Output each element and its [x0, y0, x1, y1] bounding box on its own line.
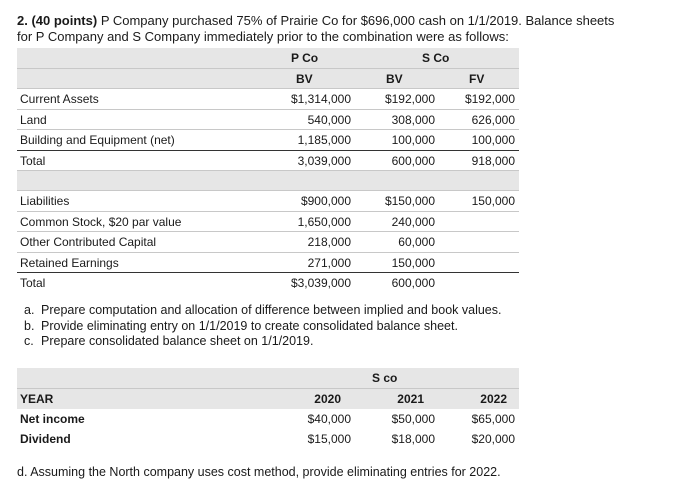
cell-s-bv: 600,000	[391, 153, 435, 168]
cell-s-bv: 100,000	[391, 133, 435, 147]
table-row	[17, 252, 519, 273]
cell-2021: $50,000	[391, 412, 435, 426]
table-row	[17, 129, 519, 150]
table-row	[17, 231, 519, 252]
table-row	[17, 429, 519, 449]
header-s-co: S Co	[422, 51, 450, 65]
table-row	[17, 109, 519, 130]
cell-s-bv: 600,000	[391, 276, 435, 290]
header-row-companies	[17, 48, 519, 68]
cell-p-bv: 1,185,000	[297, 133, 351, 147]
row-label: Total	[20, 276, 46, 290]
row-label: Building and Equipment (net)	[20, 133, 175, 147]
cell-s-bv: 240,000	[391, 214, 435, 229]
question-list	[24, 303, 502, 350]
row-label: Liabilities	[20, 194, 70, 208]
row-label: Retained Earnings	[20, 255, 119, 270]
header-row-group	[17, 368, 519, 388]
row-label: Dividend	[20, 432, 71, 446]
cell-p-bv: $3,039,000	[290, 276, 351, 290]
row-label: Land	[20, 112, 47, 127]
cell-p-bv: 1,650,000	[297, 214, 351, 229]
question-text: Provide eliminating entry on 1/1/2019 to create consolidated balance sheet.	[41, 318, 458, 333]
problem-heading	[17, 13, 614, 45]
problem-points: (40 points)	[31, 13, 98, 28]
row-label: Other Contributed Capital	[20, 235, 157, 249]
row-label: Common Stock, $20 par value	[20, 214, 182, 229]
header-row-years	[17, 388, 519, 409]
cell-2022: $20,000	[471, 432, 515, 446]
table-row	[17, 190, 519, 211]
section-divider	[17, 170, 519, 190]
row-label: Net income	[20, 412, 85, 426]
cell-p-bv: 218,000	[307, 235, 351, 249]
cell-s-bv: $150,000	[384, 194, 435, 208]
table-row-total	[17, 150, 519, 171]
header-p-co: P Co	[291, 51, 319, 65]
cell-p-bv: 540,000	[307, 112, 351, 127]
cell-s-fv: 100,000	[471, 133, 515, 147]
header-year-2022: 2022	[480, 392, 507, 406]
cell-s-bv: 60,000	[398, 235, 435, 249]
cell-2020: $15,000	[307, 432, 351, 446]
cell-s-bv: 150,000	[391, 255, 435, 270]
question-letter: a.	[24, 303, 35, 317]
cell-p-bv: $900,000	[300, 194, 351, 208]
cell-s-bv: $192,000	[384, 92, 435, 106]
header-year-label: YEAR	[20, 392, 54, 406]
header-year-2021: 2021	[397, 392, 424, 406]
cell-s-fv: 150,000	[471, 194, 515, 208]
question-d: d. Assuming the North company uses cost method, provide eliminating entries for 2022.	[17, 465, 501, 479]
cell-s-bv: 308,000	[391, 112, 435, 127]
header-s-fv: FV	[469, 71, 485, 86]
table-row	[17, 211, 519, 232]
question-item	[24, 319, 502, 335]
problem-statement-line2: for P Company and S Company immediately prior to the combination were as follows:	[17, 29, 509, 44]
cell-p-bv: 271,000	[307, 255, 351, 270]
cell-s-fv: 626,000	[471, 112, 515, 127]
problem-statement-line1: P Company purchased 75% of Prairie Co for $696,000 cash on 1/1/2019. Balance sheets	[97, 13, 615, 28]
cell-s-fv: 918,000	[471, 153, 515, 168]
header-row-valuation	[17, 68, 519, 89]
cell-s-fv: $192,000	[464, 92, 515, 106]
question-item	[24, 303, 502, 319]
balance-sheet-table	[17, 48, 519, 293]
header-s-bv: BV	[386, 71, 403, 86]
table-row	[17, 88, 519, 109]
cell-p-bv: 3,039,000	[297, 153, 351, 168]
cell-2022: $65,000	[471, 412, 515, 426]
question-item	[24, 334, 502, 350]
question-text: Prepare computation and allocation of difference between implied and book values.	[41, 303, 502, 317]
question-letter: b.	[24, 318, 35, 333]
row-label: Current Assets	[20, 92, 99, 106]
table-row	[17, 409, 519, 429]
cell-2021: $18,000	[391, 432, 435, 446]
cell-2020: $40,000	[307, 412, 351, 426]
cell-p-bv: $1,314,000	[290, 92, 351, 106]
header-year-2020: 2020	[314, 392, 341, 406]
question-text: Prepare consolidated balance sheet on 1/1/2019.	[41, 334, 314, 348]
row-label: Total	[20, 153, 46, 168]
header-s-co-group: S co	[372, 371, 398, 385]
question-letter: c.	[24, 334, 34, 348]
table-row-total	[17, 272, 519, 293]
subsidiary-income-table	[17, 368, 519, 449]
problem-number: 2.	[17, 13, 28, 28]
header-p-bv: BV	[296, 71, 313, 86]
